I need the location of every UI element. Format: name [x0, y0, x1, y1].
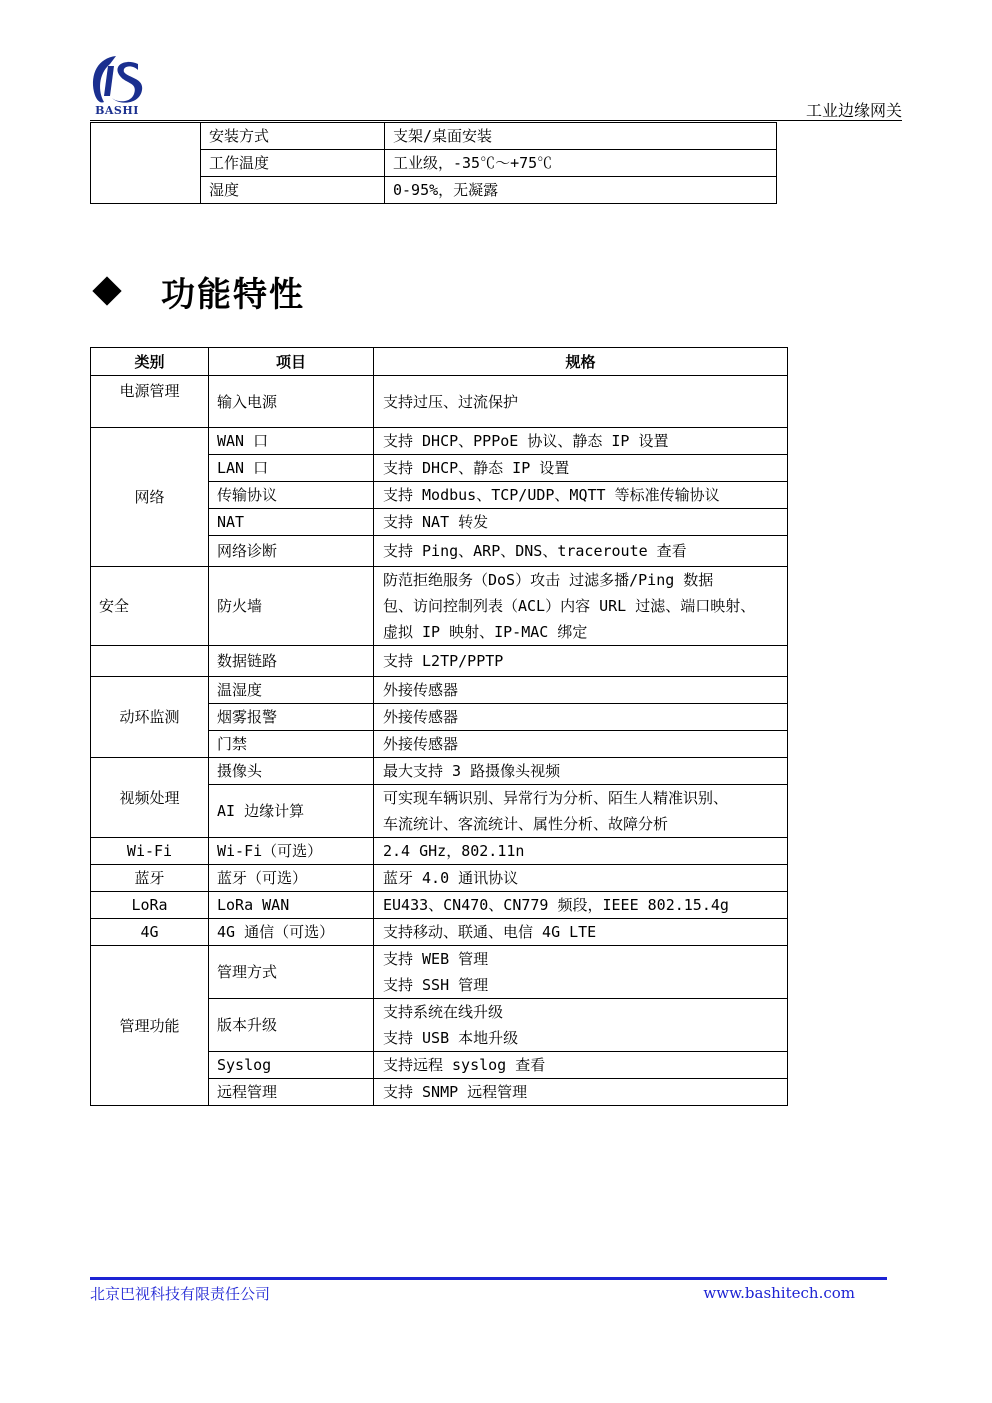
- spec-cell: 蓝牙 4.0 通讯协议: [374, 865, 788, 892]
- item-cell: 温湿度: [209, 677, 374, 704]
- item-cell: LoRa WAN: [209, 892, 374, 919]
- spec-cell: 支持 Modbus、TCP/UDP、MQTT 等标准传输协议: [374, 482, 788, 509]
- spec-cell: 支持 NAT 转发: [374, 509, 788, 536]
- item-cell: 烟雾报警: [209, 704, 374, 731]
- spec-line: 支持 WEB 管理: [383, 950, 489, 968]
- spec-cell: 外接传感器: [374, 731, 788, 758]
- table-row: [91, 865, 788, 892]
- spec-cell: 支持 DHCP、静态 IP 设置: [374, 455, 788, 482]
- item-cell: NAT: [209, 509, 374, 536]
- spec-line: 车流统计、客流统计、属性分析、故障分析: [383, 815, 669, 833]
- category-cell: Wi-Fi: [91, 838, 209, 865]
- table-row: [91, 838, 788, 865]
- footer-company: 北京巴视科技有限责任公司: [90, 1285, 271, 1303]
- spec-line: 包、访问控制列表（ACL）内容 URL 过滤、端口映射、: [383, 597, 756, 615]
- footer-website-link[interactable]: www.bashitech.com: [703, 1284, 855, 1302]
- spec-cell: 2.4 GHz，802.11n: [374, 838, 788, 865]
- item-cell: 远程管理: [209, 1079, 374, 1106]
- item-cell: Syslog: [209, 1052, 374, 1079]
- category-cell: 网络: [91, 428, 209, 567]
- table-row: [91, 919, 788, 946]
- table-row: [91, 677, 788, 704]
- item-cell: 数据链路: [209, 646, 374, 677]
- spec-cell: 外接传感器: [374, 704, 788, 731]
- spec-cell: [374, 946, 788, 999]
- spec-item: 安装方式: [201, 123, 385, 150]
- spec-cell: [374, 785, 788, 838]
- item-cell: 输入电源: [209, 376, 374, 428]
- category-cell: 4G: [91, 919, 209, 946]
- table-row: [91, 376, 788, 428]
- category-cell: LoRa: [91, 892, 209, 919]
- spec-line: 支持系统在线升级: [383, 1003, 504, 1021]
- spec-value: 0-95%，无凝露: [385, 177, 777, 204]
- header-divider: [90, 120, 902, 121]
- spec-cell: 支持移动、联通、电信 4G LTE: [374, 919, 788, 946]
- spec-line: 支持 USB 本地升级: [383, 1029, 519, 1047]
- item-cell: AI 边缘计算: [209, 785, 374, 838]
- item-cell: LAN 口: [209, 455, 374, 482]
- category-cell: 动环监测: [91, 677, 209, 758]
- spec-cell: 支持 Ping、ARP、DNS、traceroute 查看: [374, 536, 788, 567]
- spec-cell: [374, 999, 788, 1052]
- section-heading: [93, 268, 305, 314]
- spec-cell: 支持远程 syslog 查看: [374, 1052, 788, 1079]
- table-row: [91, 123, 777, 150]
- spec-cell: EU433、CN470、CN779 频段，IEEE 802.15.4g: [374, 892, 788, 919]
- item-cell: Wi-Fi（可选）: [209, 838, 374, 865]
- column-header-item: 项目: [209, 348, 374, 376]
- logo-text: BASHI: [95, 104, 139, 117]
- section-title: 功能特性: [161, 274, 305, 315]
- spec-item: 湿度: [201, 177, 385, 204]
- spec-cell: 支持 L2TP/PPTP: [374, 646, 788, 677]
- item-cell: 4G 通信（可选）: [209, 919, 374, 946]
- spec-cell: 支持 DHCP、PPPoE 协议、静态 IP 设置: [374, 428, 788, 455]
- spec-table: [90, 122, 777, 204]
- item-cell: 蓝牙（可选）: [209, 865, 374, 892]
- spec-cell: 支持 SNMP 远程管理: [374, 1079, 788, 1106]
- table-row: [91, 646, 788, 677]
- footer-divider: [90, 1277, 887, 1280]
- feature-table: [90, 347, 788, 1106]
- table-header-row: [91, 348, 788, 376]
- spec-line: 支持 SSH 管理: [383, 976, 489, 994]
- diamond-bullet-icon: [92, 276, 121, 305]
- item-cell: 版本升级: [209, 999, 374, 1052]
- category-cell: 管理功能: [91, 946, 209, 1106]
- table-row: [91, 758, 788, 785]
- spec-item: 工作温度: [201, 150, 385, 177]
- item-cell: 摄像头: [209, 758, 374, 785]
- spec-cell: 支持过压、过流保护: [374, 376, 788, 428]
- item-cell: 传输协议: [209, 482, 374, 509]
- category-cell: 视频处理: [91, 758, 209, 838]
- spec-cell: [374, 567, 788, 646]
- item-cell: WAN 口: [209, 428, 374, 455]
- item-cell: 防火墙: [209, 567, 374, 646]
- category-cell: 蓝牙: [91, 865, 209, 892]
- category-cell: 电源管理: [91, 376, 209, 428]
- category-cell: [91, 646, 209, 677]
- spec-line: 防范拒绝服务（DoS）攻击 过滤多播/Ping 数据: [383, 571, 714, 589]
- table-row: [91, 428, 788, 455]
- column-header-category: 类别: [91, 348, 209, 376]
- spec-line: 虚拟 IP 映射、IP-MAC 绑定: [383, 623, 588, 641]
- spec-cell: 最大支持 3 路摄像头视频: [374, 758, 788, 785]
- table-row: [91, 567, 788, 646]
- header-title: 工业边缘网关: [805, 101, 902, 120]
- table-row: [91, 892, 788, 919]
- item-cell: 门禁: [209, 731, 374, 758]
- spec-value: 支架/桌面安装: [385, 123, 777, 150]
- spec-category-cell: [91, 123, 201, 204]
- column-header-spec: 规格: [374, 348, 788, 376]
- spec-value: 工业级，-35℃～+75℃: [385, 150, 777, 177]
- item-cell: 管理方式: [209, 946, 374, 999]
- spec-cell: 外接传感器: [374, 677, 788, 704]
- category-cell: 安全: [91, 567, 209, 646]
- spec-line: 可实现车辆识别、异常行为分析、陌生人精准识别、: [383, 789, 729, 807]
- table-row: [91, 946, 788, 999]
- item-cell: 网络诊断: [209, 536, 374, 567]
